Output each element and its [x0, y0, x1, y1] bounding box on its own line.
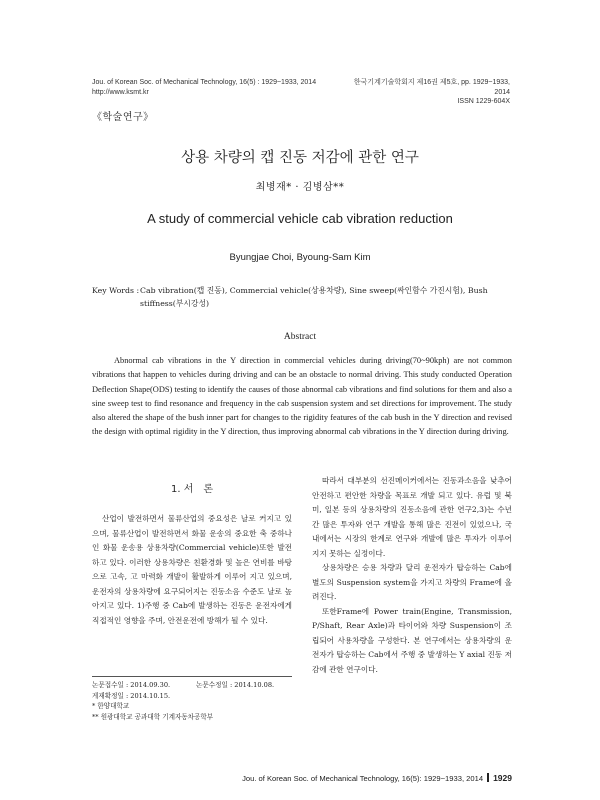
keywords-label: Key Words : [92, 286, 140, 295]
category-tag: 《학술연구》 [92, 112, 154, 123]
footer-separator [487, 773, 489, 782]
date-revised: 논문수정일 : 2014.10.08. [196, 681, 275, 689]
journal-citation-ko: 한국기계기술학회지 제16권 제5호, pp. 1929~1933, 2014 [353, 79, 510, 96]
authors-korean: 최병재* · 김병삼** [255, 182, 345, 193]
paragraph: 따라서 대부분의 선진메이커에서는 진동과소음을 낮추어 안전하고 편안한 차량을 목표로 개발 되고 있다. 유럽 및 북미, 일본 등의 상용차량의 진동소음에 관한 연구2,3)는 수년간 많은 투자와 연구 개발을 통해 많은 진전이 있었으나, 국내에서는 시장의 한계로 연구와 개발에 많은 투자가 이루어 지지 못하는 실정이다. [312, 476, 512, 558]
paragraph: 또한Frame에 Power train(Engine, Transmission, P/Shaft, Rear Axle)과 타이어와 차량 Suspension이 조립되어 사용차량을 구성한다. 본 연구에서는 상용차량의 운전자가 탑승하는 Cab에서 주행 중 발생하는 Y axial 진동 저감에 관한 연구이다. [312, 606, 512, 674]
authors-english: Byungjae Choi, Byoung-Sam Kim [229, 252, 371, 263]
paper-title-english: A study of commercial vehicle cab vibration reduction [147, 211, 453, 226]
date-received: 논문접수일 : 2014.09.30. [92, 681, 171, 689]
paragraph: 상용차량은 승용 차량과 달리 운전자가 탑승하는 Cab에 별도의 Suspension system을 가지고 차량의 Frame에 올려진다. [312, 563, 512, 601]
date-accepted: 게재확정일 : 2014.10.15. [92, 691, 171, 700]
affiliation-2: ** 원광대학교 공과대학 기계자동차공학부 [92, 712, 214, 721]
footnotes [92, 680, 302, 722]
keywords-text: Cab vibration(캡 진동), Commercial vehicle(상용차량), Sine sweep(싸인함수 가진시험), Bush stiffness(부시강성) [140, 286, 488, 308]
page-footer [200, 773, 512, 783]
footnote-divider [92, 676, 292, 677]
issn: ISSN 1229-604X [457, 98, 510, 105]
paper-title-korean: 상용 차량의 캡 진동 저감에 관한 연구 [181, 150, 419, 166]
affiliation-1: * 한양대학교 [92, 702, 130, 710]
footer-citation: Jou. of Korean Soc. of Mechanical Technology, 16(5): 1929~1933, 2014 [242, 774, 484, 783]
page-number: 1929 [493, 773, 512, 783]
journal-header-right [343, 78, 510, 107]
body-column-left [92, 512, 292, 628]
section-heading-introduction: 1. 서 론 [170, 484, 214, 495]
body-column-right [312, 474, 512, 677]
abstract-body: Abnormal cab vibrations in the Y direction in commercial vehicles during driving(70~90kph) are not common vibrations that happen to vehicles during driving and can be an obstacle to normal driving. This study conducted Operation Deflection Shape(ODS) testing to identify the causes of those abnormal cab vibrations and find solutions for them and also a sine sweep test to find resonance and frequency in the cab suspension system and set directions for improvement. The study also altered the shape of the bush inner part for changes to the rigidity features of the cab bush in the Y direction and revised the design with optimal rigidity in the Y direction, thus improving abnormal cab vibrations in the Y direction during driving. [92, 356, 512, 437]
journal-url[interactable]: http://www.ksmt.kr [92, 88, 149, 96]
paragraph: 산업이 발전하면서 물류산업의 중요성은 날로 커지고 있으며, 물류산업이 발전하면서 화물 운송의 중요한 축 중하나인 화물 운송용 상용차량(Commercial vehicle)또한 발전하고 있다. 이러한 상용차량은 친환경화 및 높은 연비를 바탕으로 고속, 고 마력화 개발이 활발하게 이루어 지고 있으며, 운전자의 상용차량에 요구되어지는 진동소음 수준도 날로 높아지고 있다. 1)주행 중 Cab에 발생하는 진동은 운전자에게 직접적인 영향을 주며, 안전운전에 방해가 될 수 있다. [92, 514, 292, 625]
abstract-heading: Abstract [283, 332, 317, 342]
journal-header-left [92, 78, 316, 97]
journal-citation-en: Jou. of Korean Soc. of Mechanical Technology, 16(5) : 1929~1933, 2014 [92, 79, 317, 86]
keywords [92, 284, 512, 310]
